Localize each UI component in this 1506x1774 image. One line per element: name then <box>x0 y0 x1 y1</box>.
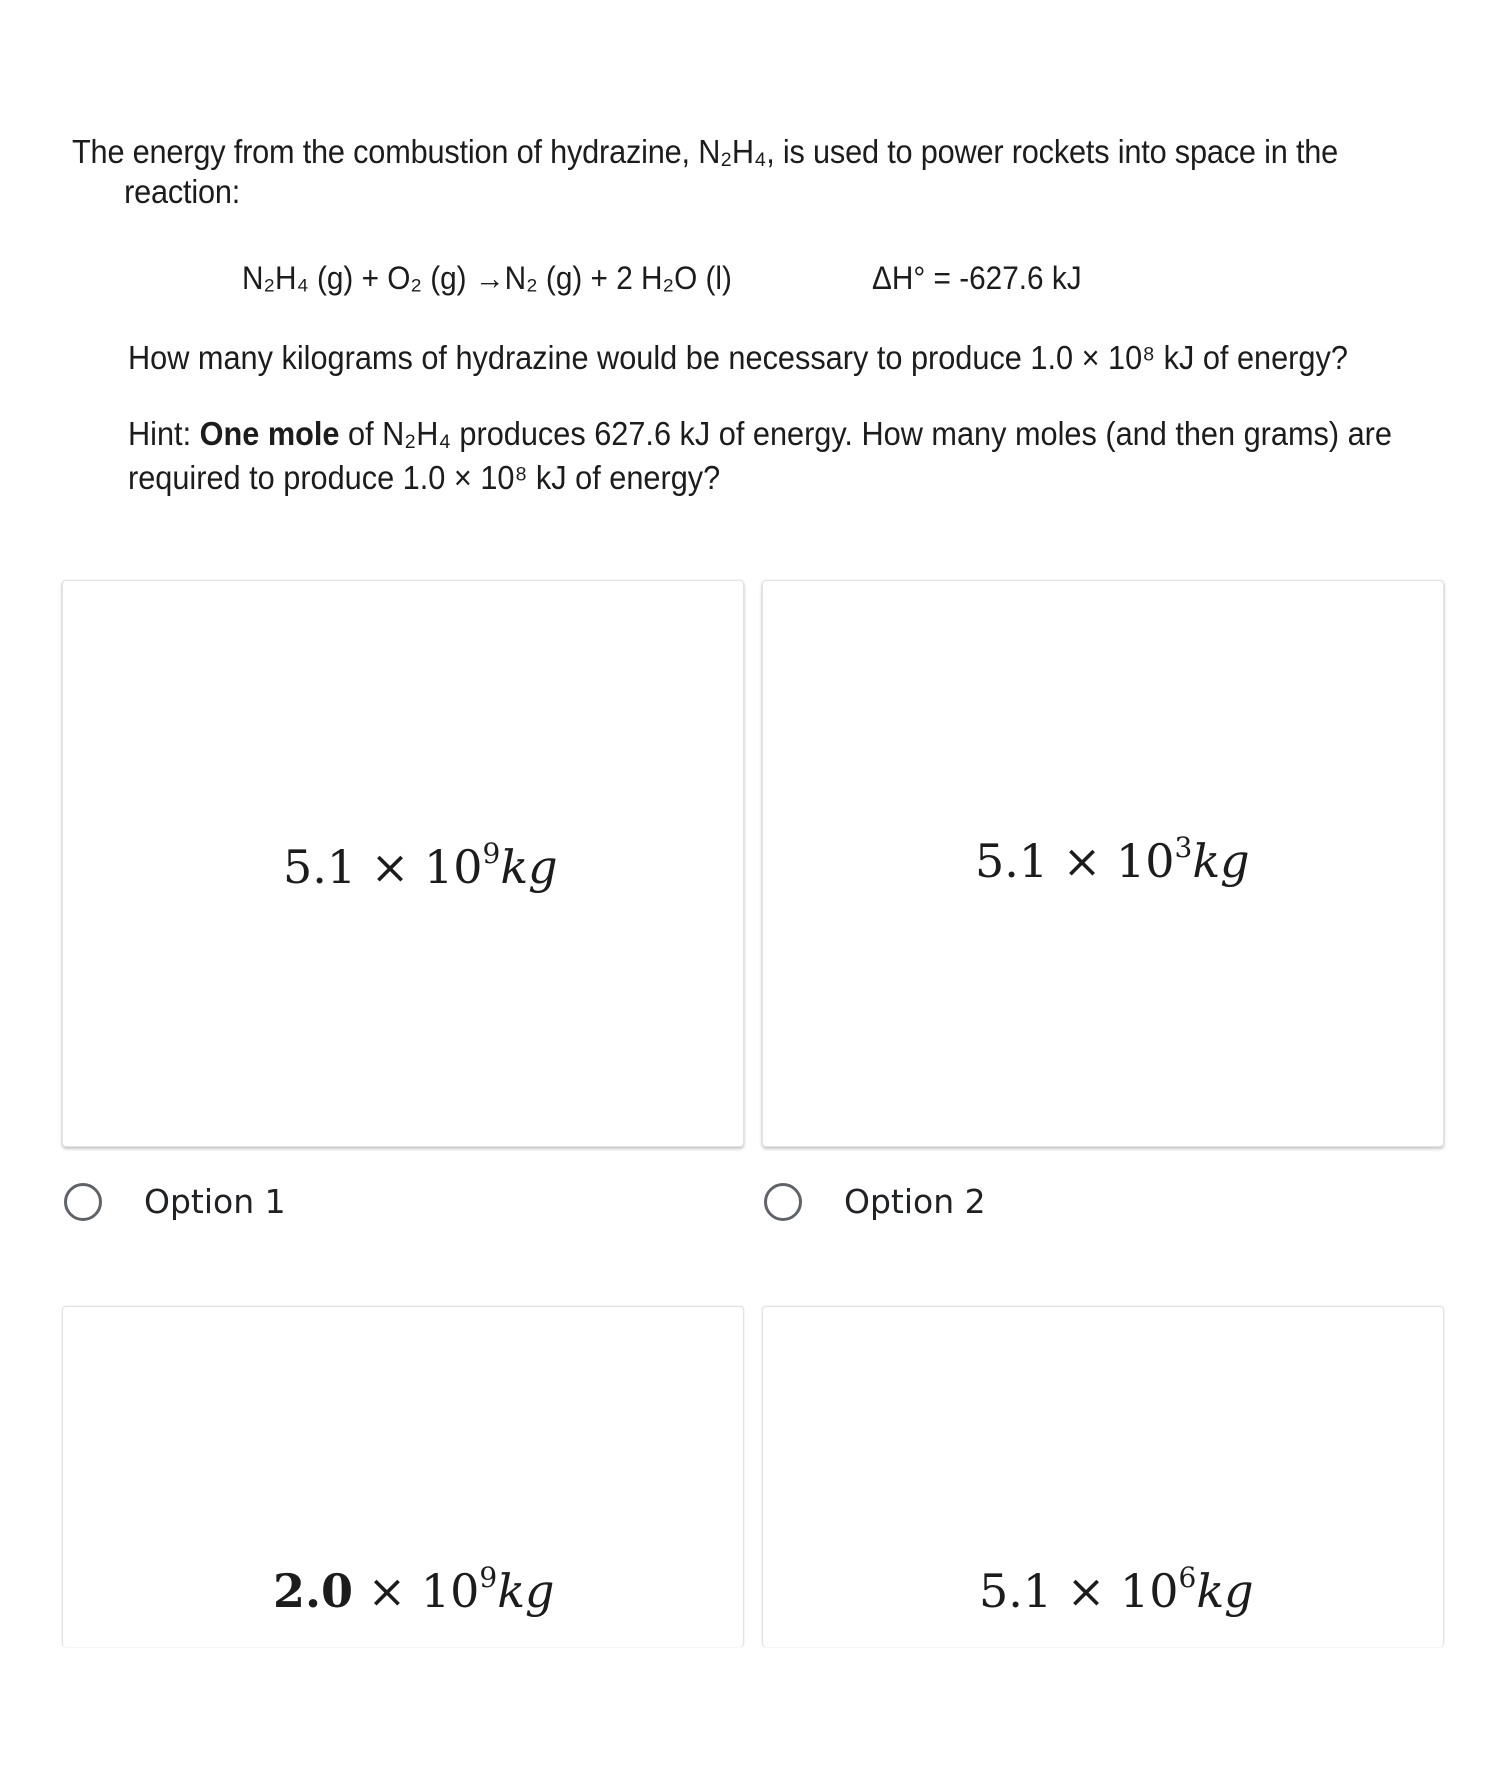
hint-prefix: Hint: <box>128 415 200 452</box>
option-1-radio-row[interactable] <box>64 1182 286 1221</box>
hint-bold: One mole <box>199 415 340 452</box>
choice-unit: kg <box>1196 1564 1254 1618</box>
choice-image-4[interactable] <box>762 1306 1444 1647</box>
choice-mantissa: 5.1 <box>975 834 1049 888</box>
choice-times: × 10 <box>353 1564 480 1618</box>
choice-exponent: 6 <box>1178 1561 1197 1594</box>
question-prompt: How many kilograms of hydrazine would be necessary to produce 1.0 × 10⁸ kJ of energy? <box>128 339 1348 376</box>
choice-times: × 10 <box>1052 1564 1179 1618</box>
choice-image-1[interactable] <box>62 580 744 1147</box>
option-label[interactable]: Option 1 <box>144 1182 286 1221</box>
choice-unit: kg <box>497 1564 555 1618</box>
reaction-enthalpy: ΔH° = -627.6 kJ <box>872 260 1082 296</box>
choice-times: × 10 <box>1048 834 1175 888</box>
choice-exponent: 3 <box>1174 831 1193 864</box>
choice-value-4 <box>979 1563 1254 1619</box>
choice-value-1 <box>283 839 558 895</box>
choice-mantissa: 5.1 <box>979 1564 1053 1618</box>
choice-exponent: 9 <box>482 837 501 870</box>
question-intro-line1: The energy from the combustion of hydrazine, N₂H₄, is used to power rockets into space in the <box>72 133 1339 170</box>
radio-button[interactable] <box>64 1183 102 1221</box>
choice-mantissa: 5.1 <box>283 840 357 894</box>
choice-exponent: 9 <box>479 1561 498 1594</box>
choice-image-2[interactable] <box>762 580 1444 1147</box>
hint-rest: of N₂H₄ produces 627.6 kJ of energy. How many moles (and then grams) are <box>339 415 1392 452</box>
choice-unit: kg <box>1192 834 1250 888</box>
choice-value-2 <box>975 833 1250 889</box>
hint-line2: required to produce 1.0 × 10⁸ kJ of energy? <box>128 459 721 496</box>
radio-button[interactable] <box>764 1183 802 1221</box>
option-2-radio-row[interactable] <box>764 1182 986 1221</box>
question-intro <box>72 132 1452 212</box>
choice-times: × 10 <box>356 840 483 894</box>
hint-text <box>128 412 1392 500</box>
choice-mantissa: 2.0 <box>273 1564 354 1618</box>
choice-image-3[interactable] <box>62 1306 744 1647</box>
reaction-equation: N₂H₄ (g) + O₂ (g) →N₂ (g) + 2 H₂O (l) <box>242 260 732 296</box>
option-label[interactable]: Option 2 <box>844 1182 986 1221</box>
question-intro-line2: reaction: <box>124 173 241 210</box>
choice-unit: kg <box>500 840 558 894</box>
hint-line1 <box>128 412 1392 456</box>
choice-value-3 <box>273 1563 555 1619</box>
